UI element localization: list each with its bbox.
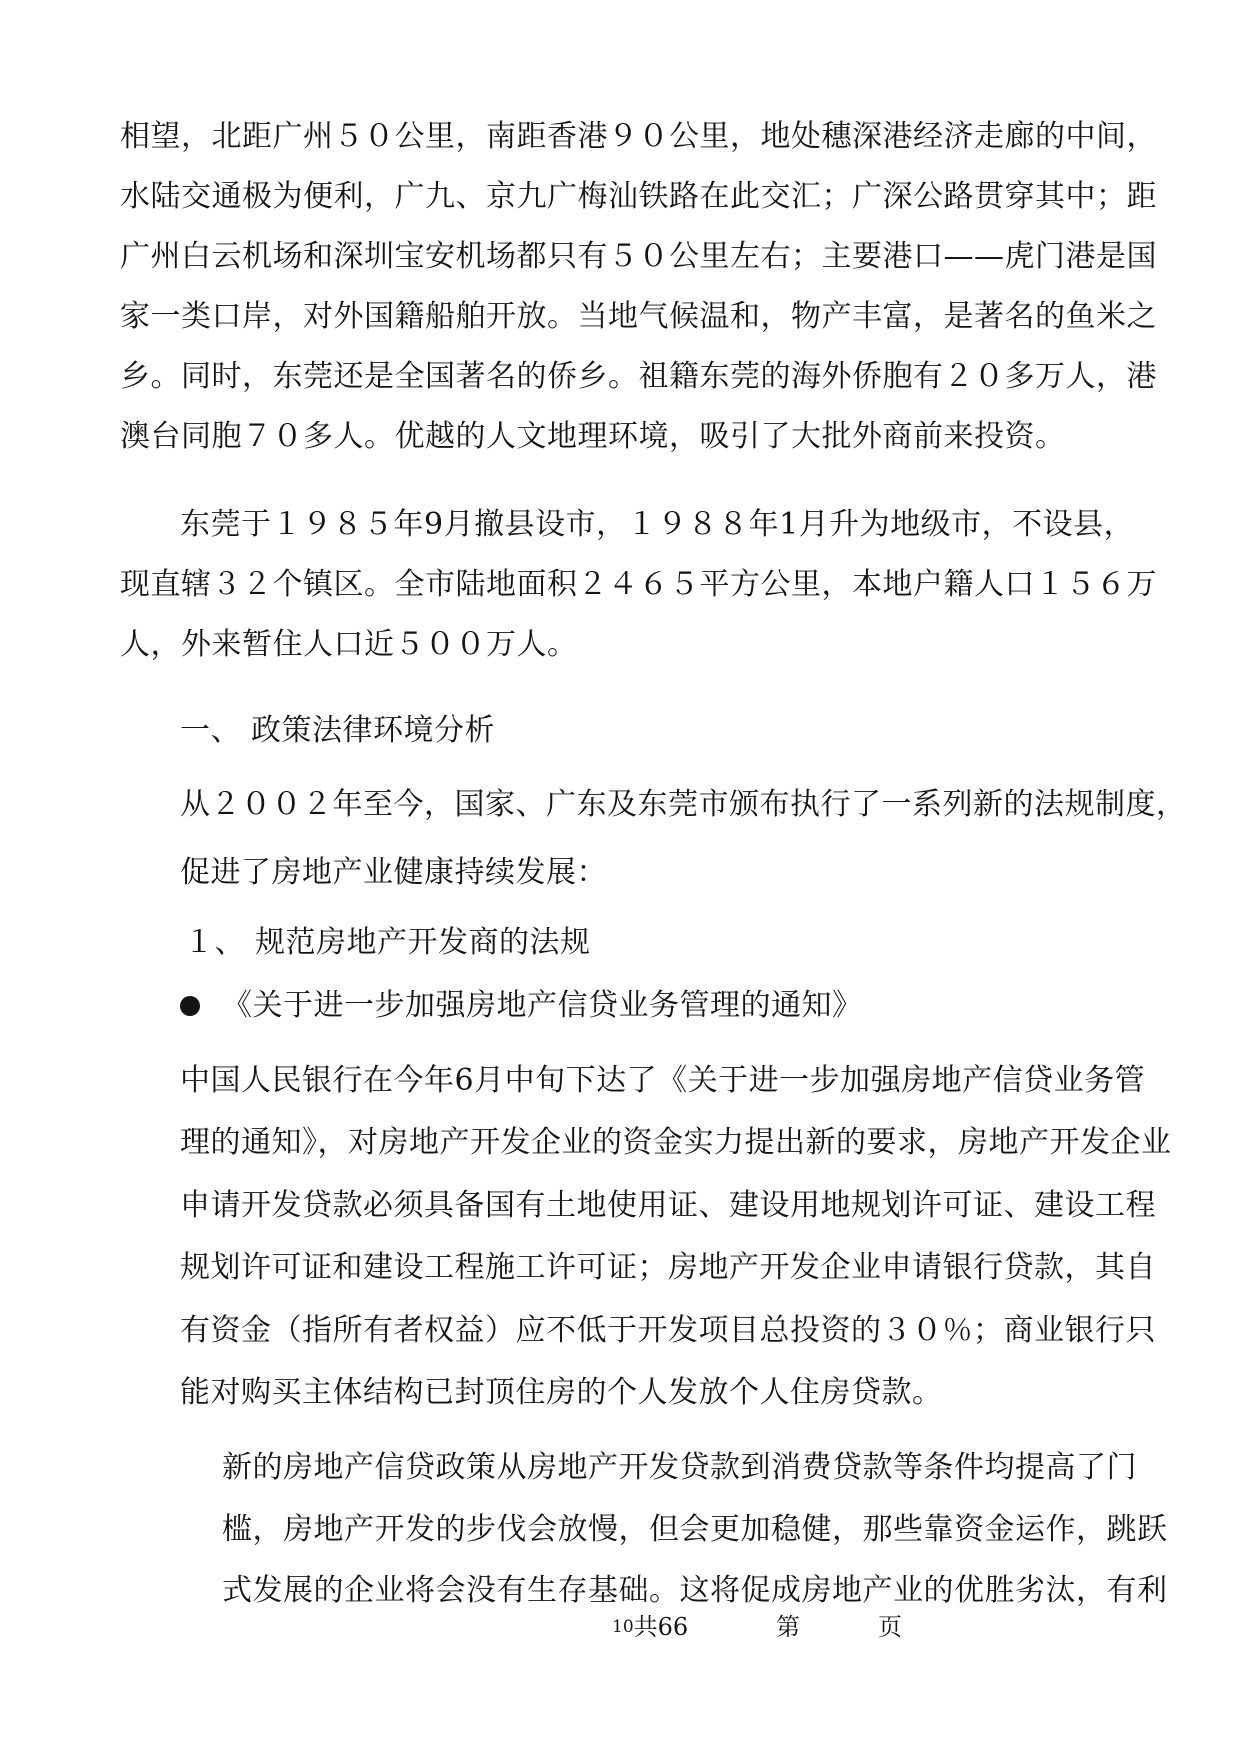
paragraph-line: 规划许可证和建设工程施工许可证；房地产开发企业申请银行贷款，其自	[180, 1250, 1156, 1285]
paragraph-line: 能对购买主体结构已封顶住房的个人发放个人住房贷款。	[180, 1375, 943, 1410]
paragraph-line: 相望，北距广州５０公里，南距香港９０公里，地处穗深港经济走廊的中间，	[120, 119, 1157, 154]
paragraph-line: 广州白云机场和深圳宝安机场都只有５０公里左右；主要港口——虎门港是国	[120, 239, 1157, 274]
paragraph-line: 促进了房地产业健康持续发展：	[180, 855, 607, 890]
bullet-icon	[180, 996, 200, 1016]
page-total: 共66	[633, 1613, 689, 1641]
paragraph-line: 家一类口岸，对外国籍船舶开放。当地气候温和，物产丰富，是著名的鱼米之	[120, 299, 1157, 334]
paragraph-line: 东莞于１９８５年9月撤县设市，１９８８年1月升为地级市，不设县，	[180, 507, 1135, 542]
subsection-heading: １、 规范房地产开发商的法规	[184, 925, 591, 960]
section-heading: 一、 政策法律环境分析	[180, 713, 496, 748]
footer-di: 第	[776, 1613, 800, 1641]
paragraph-line: 现直辖３２个镇区。全市陆地面积２４６５平方公里，本地户籍人口１５６万	[120, 567, 1157, 602]
bullet-item: 《关于进一步加强房地产信贷业务管理的通知》	[222, 988, 863, 1023]
paragraph-line: 有资金（指所有者权益）应不低于开发项目总投资的３０％；商业银行只	[180, 1313, 1156, 1348]
paragraph-line: 理的通知》，对房地产开发企业的资金实力提出新的要求，房地产开发企业	[180, 1125, 1172, 1160]
paragraph-line: 人，外来暂住人口近５００万人。	[120, 627, 578, 662]
paragraph-line: 新的房地产信贷政策从房地产开发贷款到消费贷款等条件均提高了门	[222, 1450, 1137, 1485]
footer-ye: 页	[878, 1613, 902, 1641]
paragraph-line: 乡。同时，东莞还是全国著名的侨乡。祖籍东莞的海外侨胞有２０多万人，港	[120, 359, 1157, 394]
paragraph-line: 中国人民银行在今年6月中旬下达了《关于进一步加强房地产信贷业务管	[180, 1063, 1146, 1098]
paragraph-line: 澳台同胞７０多人。优越的人文地理环境，吸引了大批外商前来投资。	[120, 419, 1066, 454]
paragraph-line: 槛，房地产开发的步伐会放慢，但会更加稳健，那些靠资金运作，跳跃	[222, 1512, 1168, 1547]
paragraph-line: 申请开发贷款必须具备国有土地使用证、建设用地规划许可证、建设工程	[180, 1188, 1156, 1223]
page-number: 10	[612, 1617, 634, 1637]
paragraph-line: 从２００２年至今，国家、广东及东莞市颁布执行了一系列新的法规制度，	[180, 787, 1187, 822]
paragraph-line: 式发展的企业将会没有生存基础。这将促成房地产业的优胜劣汰，有利	[222, 1573, 1168, 1608]
page-footer-count	[612, 1612, 688, 1642]
paragraph-line: 水陆交通极为便利，广九、京九广梅汕铁路在此交汇；广深公路贯穿其中；距	[120, 179, 1157, 214]
